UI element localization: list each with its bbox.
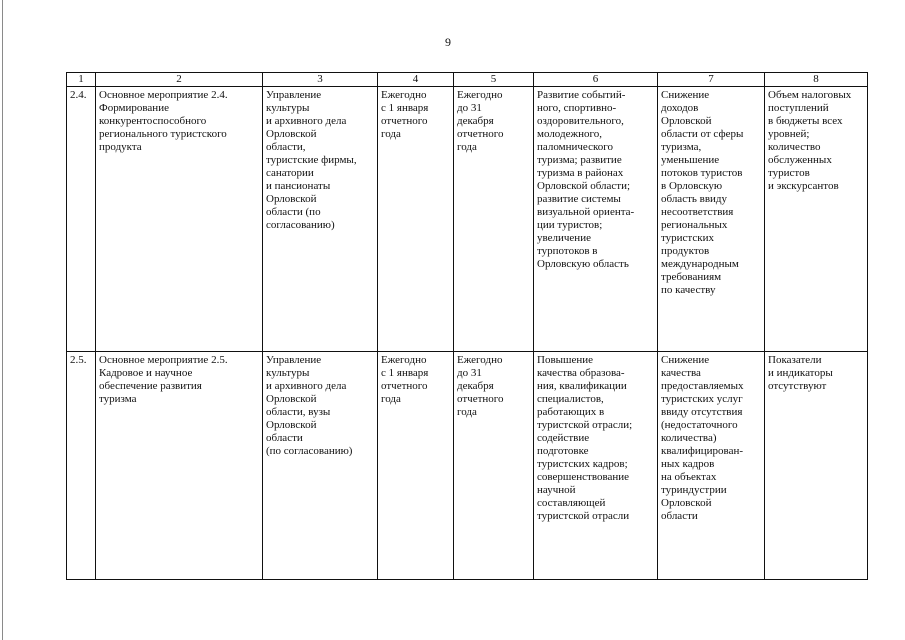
column-header: 8 xyxy=(765,73,868,87)
responsible-cell: Управление культуры и архивного дела Орловской области, туристские фирмы, санатории и пансионаты Орловской области (по согласованию) xyxy=(263,87,378,352)
column-header: 6 xyxy=(534,73,658,87)
column-header: 3 xyxy=(263,73,378,87)
table-row xyxy=(67,87,868,352)
event-cell: Основное мероприятие 2.5. Кадровое и научное обеспечение развития туризма xyxy=(96,352,263,580)
page-left-edge-line xyxy=(2,0,3,640)
column-header: 1 xyxy=(67,73,96,87)
row-number-cell: 2.4. xyxy=(67,87,96,352)
column-header: 7 xyxy=(658,73,765,87)
end-date-cell: Ежегодно до 31 декабря отчетного года xyxy=(454,87,534,352)
measures-table xyxy=(66,72,868,580)
expected-result-cell: Повышение качества образова- ния, квалификации специалистов, работающих в туристской отрасли; содействие подготовке туристских кадров; совершенствование научной составляющей туристской отрасли xyxy=(534,352,658,580)
expected-result-cell: Развитие событий- ного, спортивно- оздоровительного, молодежного, паломнического туризма; развитие туризма в районах Орловской области; развитие системы визуальной ориента- ции туристов; увеличение турпотоков в Орловскую область xyxy=(534,87,658,352)
column-header: 2 xyxy=(96,73,263,87)
column-header: 4 xyxy=(378,73,454,87)
start-date-cell: Ежегодно с 1 января отчетного года xyxy=(378,352,454,580)
page-number: 9 xyxy=(445,35,451,49)
responsible-cell: Управление культуры и архивного дела Орловской области, вузы Орловской области (по согласованию) xyxy=(263,352,378,580)
indicators-cell: Объем налоговых поступлений в бюджеты всех уровней; количество обслуженных туристов и экскурсантов xyxy=(765,87,868,352)
start-date-cell: Ежегодно с 1 января отчетного года xyxy=(378,87,454,352)
end-date-cell: Ежегодно до 31 декабря отчетного года xyxy=(454,352,534,580)
indicators-cell: Показатели и индикаторы отсутствуют xyxy=(765,352,868,580)
row-number-cell: 2.5. xyxy=(67,352,96,580)
consequences-cell: Снижение доходов Орловской области от сферы туризма, уменьшение потоков туристов в Орловскую область ввиду несоответствия региональных туристских продуктов международным требованиям по качеству xyxy=(658,87,765,352)
column-header: 5 xyxy=(454,73,534,87)
table-header-row xyxy=(67,73,868,87)
table-row xyxy=(67,352,868,580)
event-cell: Основное мероприятие 2.4. Формирование конкурентоспособного регионального туристского продукта xyxy=(96,87,263,352)
consequences-cell: Снижение качества предоставляемых туристских услуг ввиду отсутствия (недостаточного количества) квалифицирован- ных кадров на объектах туриндустрии Орловской области xyxy=(658,352,765,580)
